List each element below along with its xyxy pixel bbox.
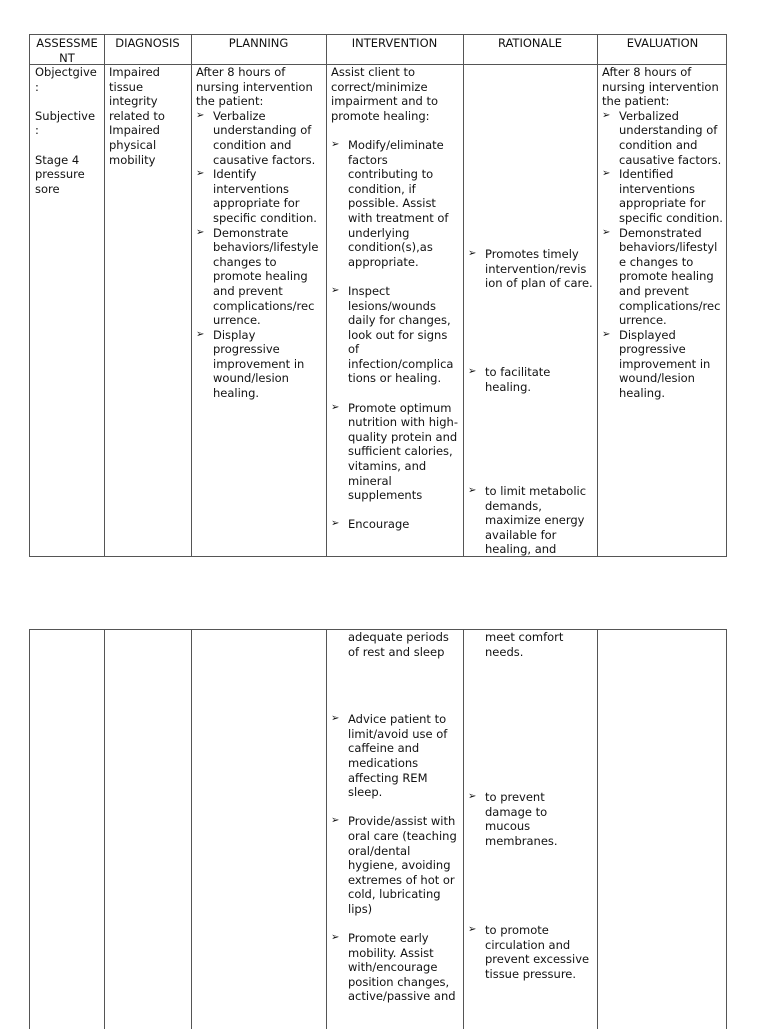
list-item: ➢ to promote circulation and prevent excessive tissue pressure.: [468, 923, 590, 981]
list-item: ➢ Verbalize understanding of condition and causative factors.: [196, 108, 316, 167]
arrowhead-bullet-icon: ➢: [468, 924, 477, 935]
header-intervention: INTERVENTION: [351, 36, 438, 50]
column-divider: [191, 630, 192, 1029]
arrowhead-bullet-icon: ➢: [331, 138, 340, 150]
header-evaluation: EVALUATION: [626, 36, 699, 50]
arrowhead-bullet-icon: ➢: [196, 168, 205, 180]
assessment-column: [30, 35, 104, 556]
column-divider: [104, 630, 105, 1029]
header-rationale: RATIONALE: [497, 36, 563, 50]
arrowhead-bullet-icon: ➢: [331, 932, 340, 944]
planning-column: [191, 35, 326, 556]
arrowhead-bullet-icon: ➢: [196, 328, 205, 340]
list-item: ➢ Display progressive improvement in wound/lesion healing.: [196, 327, 305, 401]
column-divider: [597, 630, 598, 1029]
arrowhead-bullet-icon: ➢: [196, 226, 205, 238]
diagnosis-text: Impaired tissue integrity related to Impaired physical mobility: [109, 65, 165, 167]
condition-text: Stage 4 pressure sore: [35, 152, 85, 196]
rationale-column: [463, 35, 597, 556]
intervention-column-continued: [326, 630, 463, 1029]
arrowhead-bullet-icon: ➢: [602, 226, 611, 238]
evaluation-column: [597, 35, 728, 556]
list-item: ➢ to prevent damage to mucous membranes.: [468, 790, 558, 848]
list-item: ➢ Promotes timely intervention/revis ion of plan of care.: [468, 247, 593, 291]
objective-label: Objectgive :: [35, 65, 97, 94]
list-item: ➢ Demonstrate behaviors/lifestyle changes to promote healing and prevent complications/rec urrence.: [196, 225, 319, 328]
list-item: ➢ to facilitate healing.: [468, 365, 551, 394]
list-item: ➢ Inspect lesions/wounds daily for changes, look out for signs of infection/complica tions or healing.: [331, 283, 454, 386]
subjective-label: Subjective :: [35, 108, 96, 138]
evaluation-intro: After 8 hours of nursing intervention the patient:: [602, 65, 719, 109]
care-plan-table-page-1: [29, 34, 727, 557]
arrowhead-bullet-icon: ➢: [331, 401, 340, 413]
list-item: ➢ Promote early mobility. Assist with/encourage position changes, active/passive and: [331, 931, 456, 1004]
intervention-continuation: adequate periods of rest and sleep: [348, 630, 449, 659]
list-item: ➢ Identify interventions appropriate for specific condition.: [196, 167, 317, 225]
rationale-continuation: meet comfort needs.: [485, 630, 564, 659]
list-item: ➢ Advice patient to limit/avoid use of caffeine and medications affecting REM sleep.: [331, 712, 448, 800]
diagnosis-column: [104, 35, 191, 556]
header-assessment: ASSESSME NT: [36, 36, 98, 65]
care-plan-table-page-2: [29, 629, 727, 1029]
arrowhead-bullet-icon: ➢: [468, 485, 477, 496]
arrowhead-bullet-icon: ➢: [468, 366, 477, 377]
arrowhead-bullet-icon: ➢: [468, 791, 477, 802]
arrowhead-bullet-icon: ➢: [331, 713, 340, 725]
arrowhead-bullet-icon: ➢: [602, 168, 611, 180]
intervention-column: [326, 35, 463, 556]
arrowhead-bullet-icon: ➢: [196, 109, 205, 121]
header-diagnosis: DIAGNOSIS: [115, 36, 180, 50]
list-item: ➢ Demonstrated behaviors/lifestyl e changes to promote healing and prevent complications/rec urrence.: [602, 225, 721, 328]
planning-intro: After 8 hours of nursing intervention the patient:: [196, 65, 313, 109]
arrowhead-bullet-icon: ➢: [331, 518, 340, 530]
list-item: ➢ Verbalized understanding of condition and causative factors.: [602, 108, 722, 167]
arrowhead-bullet-icon: ➢: [468, 248, 477, 259]
list-item: ➢ Modify/eliminate factors contributing to condition, if possible. Assist with treatment of underlying condition(s),as appropriate.: [331, 137, 449, 269]
arrowhead-bullet-icon: ➢: [331, 815, 340, 827]
intervention-intro: Assist client to correct/minimize impairment and to promote healing:: [331, 65, 439, 123]
rationale-column-continued: [463, 630, 597, 1029]
list-item: ➢ to limit metabolic demands, maximize energy available for healing, and: [468, 484, 587, 557]
list-item: ➢ Provide/assist with oral care (teaching oral/dental hygiene, avoiding extremes of hot or cold, lubricating lips): [331, 814, 457, 916]
arrowhead-bullet-icon: ➢: [331, 284, 340, 296]
arrowhead-bullet-icon: ➢: [602, 109, 611, 121]
list-item: ➢ Promote optimum nutrition with high-quality protein and sufficient calories, vitamins, and mineral supplements: [331, 400, 458, 503]
arrowhead-bullet-icon: ➢: [602, 328, 611, 340]
list-item: ➢ Displayed progressive improvement in wound/lesion healing.: [602, 327, 711, 401]
list-item: ➢ Identified interventions appropriate for specific condition.: [602, 167, 723, 225]
list-item: ➢ Encourage: [331, 517, 410, 532]
header-planning: PLANNING: [228, 36, 289, 50]
